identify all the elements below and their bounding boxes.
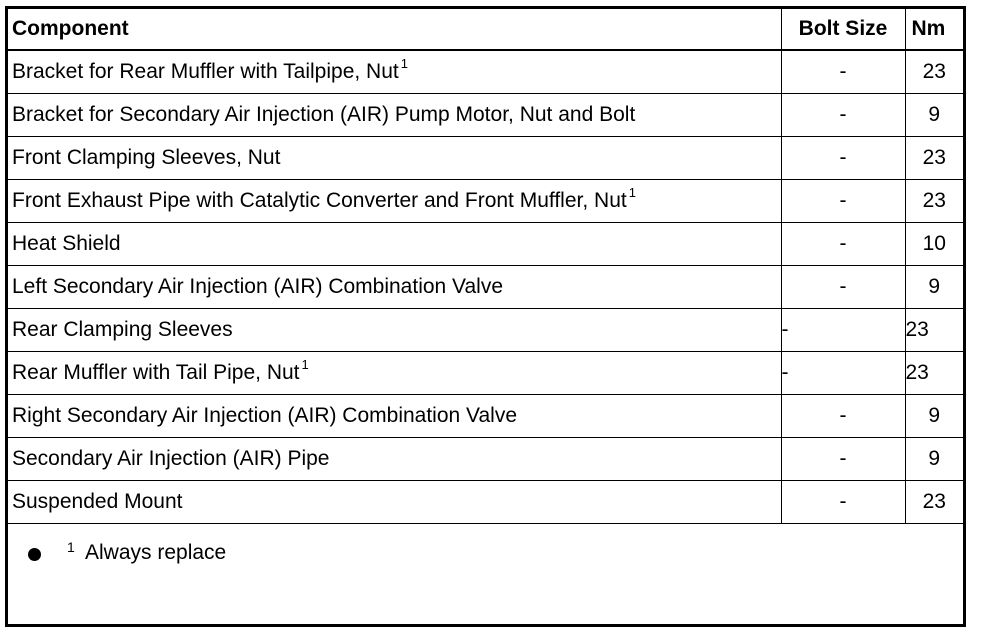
component-name: Front Clamping Sleeves, Nut xyxy=(12,146,281,169)
nm-cell: 10 xyxy=(905,223,963,266)
nm-cell: 23 xyxy=(905,481,963,524)
bolt-size-cell: - xyxy=(781,352,905,395)
nm-cell: 9 xyxy=(905,266,963,309)
component-cell xyxy=(8,481,781,524)
bolt-size-cell: - xyxy=(781,395,905,438)
table-row xyxy=(8,395,963,438)
table-row xyxy=(8,481,963,524)
component-cell xyxy=(8,137,781,180)
bolt-size-cell: - xyxy=(781,94,905,137)
spec-table-frame xyxy=(5,6,966,627)
table-header-row xyxy=(8,9,963,50)
component-name: Bracket for Secondary Air Injection (AIR) Pump Motor, Nut and Bolt xyxy=(12,103,636,126)
component-cell xyxy=(8,438,781,481)
bullet-icon xyxy=(28,548,41,561)
bolt-size-cell: - xyxy=(781,137,905,180)
component-cell xyxy=(8,180,781,223)
component-name: Left Secondary Air Injection (AIR) Combination Valve xyxy=(12,275,504,298)
footnote-text: Always replace xyxy=(85,541,227,564)
table-row xyxy=(8,309,963,352)
component-cell xyxy=(8,50,781,94)
component-name: Front Exhaust Pipe with Catalytic Converter and Front Muffler, Nut xyxy=(12,189,627,212)
nm-cell: 23 xyxy=(905,137,963,180)
component-name: Suspended Mount xyxy=(12,490,183,513)
bolt-size-cell: - xyxy=(781,50,905,94)
header-nm: Nm xyxy=(905,9,963,50)
bolt-size-cell: - xyxy=(781,481,905,524)
component-cell xyxy=(8,223,781,266)
table-row xyxy=(8,438,963,481)
table-row xyxy=(8,266,963,309)
component-cell xyxy=(8,266,781,309)
footnote-ref: 1 xyxy=(628,185,636,200)
nm-cell: 23 xyxy=(905,309,963,352)
component-name: Secondary Air Injection (AIR) Pipe xyxy=(12,447,330,470)
component-name: Rear Clamping Sleeves xyxy=(12,318,233,341)
nm-cell: 23 xyxy=(905,180,963,223)
component-cell xyxy=(8,309,781,352)
footnote-ref: 1 xyxy=(301,357,309,372)
bolt-size-cell: - xyxy=(781,266,905,309)
bolt-size-cell: - xyxy=(781,438,905,481)
nm-cell: 9 xyxy=(905,395,963,438)
footnote xyxy=(8,534,963,624)
nm-cell: 23 xyxy=(905,352,963,395)
table-row xyxy=(8,180,963,223)
bolt-size-cell: - xyxy=(781,180,905,223)
table-row xyxy=(8,137,963,180)
component-name: Bracket for Rear Muffler with Tailpipe, Nut xyxy=(12,60,399,83)
table-row xyxy=(8,223,963,266)
component-name: Heat Shield xyxy=(12,232,121,255)
torque-spec-table xyxy=(8,9,963,524)
header-bolt-size: Bolt Size xyxy=(781,9,905,50)
component-name: Rear Muffler with Tail Pipe, Nut xyxy=(12,361,300,384)
nm-cell: 9 xyxy=(905,438,963,481)
table-row xyxy=(8,50,963,94)
header-component: Component xyxy=(8,9,781,50)
bolt-size-cell: - xyxy=(781,309,905,352)
component-cell xyxy=(8,352,781,395)
footnote-marker: 1 xyxy=(67,539,75,555)
table-row xyxy=(8,352,963,395)
nm-cell: 9 xyxy=(905,94,963,137)
component-cell xyxy=(8,395,781,438)
component-cell xyxy=(8,94,781,137)
footnote-ref: 1 xyxy=(400,56,408,71)
bolt-size-cell: - xyxy=(781,223,905,266)
component-name: Right Secondary Air Injection (AIR) Combination Valve xyxy=(12,404,518,427)
nm-cell: 23 xyxy=(905,50,963,94)
table-row xyxy=(8,94,963,137)
